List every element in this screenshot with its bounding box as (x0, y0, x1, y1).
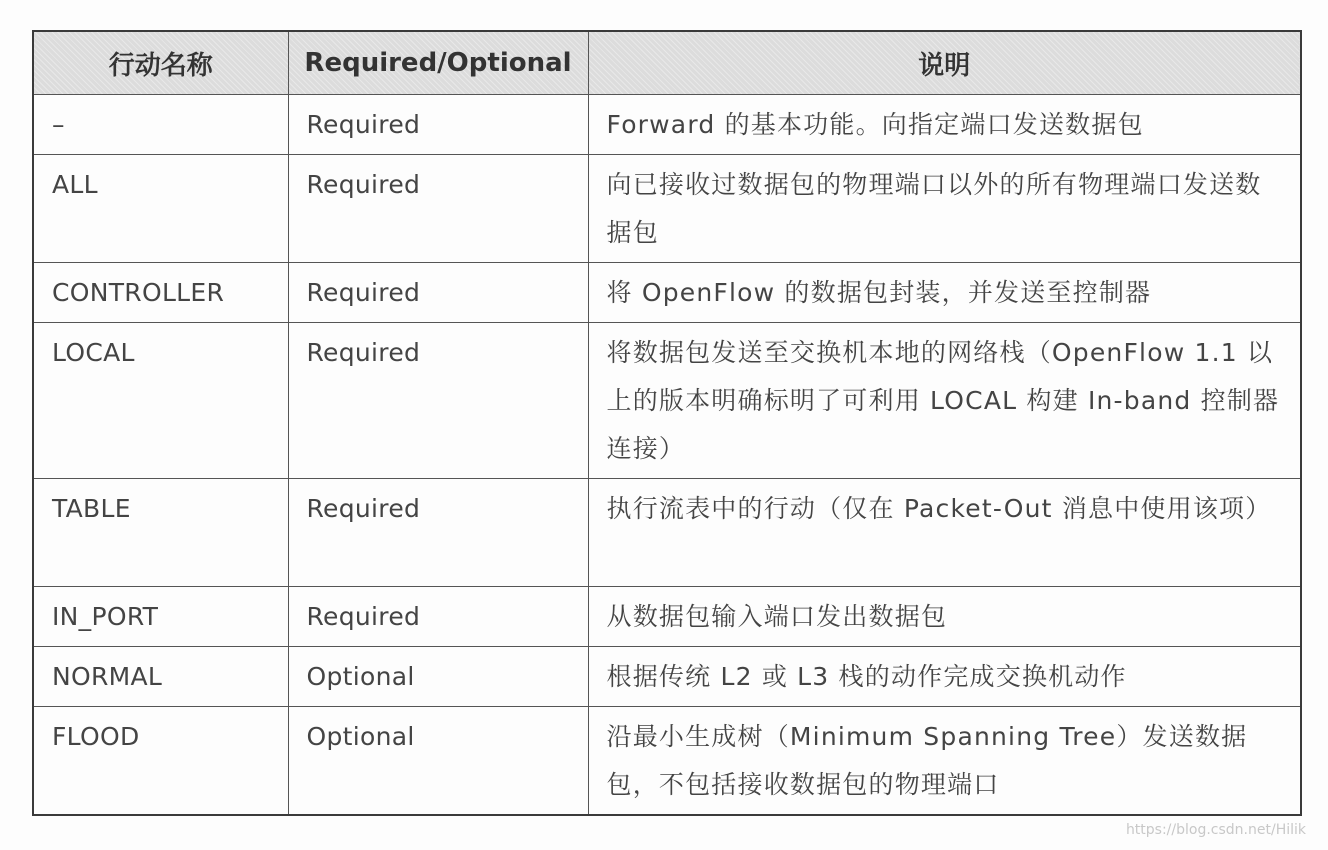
action-name-text: – (52, 110, 65, 139)
cell-description (588, 323, 1301, 479)
cell-description (588, 587, 1301, 647)
requirement-text: Required (306, 338, 421, 367)
cell-requirement (288, 155, 588, 263)
cell-requirement (288, 95, 588, 155)
cell-description (588, 95, 1301, 155)
description-text: 将 OpenFlow 的数据包封装，并发送至控制器 (606, 278, 1152, 307)
table-row (33, 479, 1301, 587)
openflow-action-table (32, 30, 1302, 816)
cell-description (588, 707, 1301, 816)
cell-action-name (33, 647, 288, 707)
action-name-text: NORMAL (52, 662, 163, 691)
cell-description (588, 155, 1301, 263)
requirement-text: Required (306, 602, 421, 631)
header-row (33, 31, 1301, 95)
action-name-text: IN_PORT (52, 602, 159, 631)
cell-requirement (288, 707, 588, 816)
action-name-text: FLOOD (52, 722, 140, 751)
cell-action-name (33, 707, 288, 816)
action-name-text: CONTROLLER (52, 278, 225, 307)
table-row (33, 323, 1301, 479)
table-row (33, 647, 1301, 707)
header-action-name: 行动名称 (33, 31, 288, 95)
action-name-text: TABLE (52, 494, 131, 523)
header-description: 说明 (588, 31, 1301, 95)
watermark-url: https://blog.csdn.net/Hilik (1125, 822, 1306, 838)
requirement-text: Optional (306, 722, 415, 751)
cell-action-name (33, 479, 288, 587)
requirement-text: Required (306, 494, 421, 523)
description-text: 从数据包输入端口发出数据包 (606, 602, 948, 631)
table-row (33, 263, 1301, 323)
table-row (33, 155, 1301, 263)
requirement-text: Required (306, 110, 421, 139)
cell-action-name (33, 95, 288, 155)
requirement-text: Required (306, 170, 421, 199)
action-name-text: LOCAL (52, 338, 135, 367)
cell-description (588, 647, 1301, 707)
description-text: 执行流表中的行动（仅在 Packet-Out 消息中使用该项） (606, 494, 1272, 523)
description-text: 根据传统 L2 或 L3 栈的动作完成交换机动作 (606, 662, 1127, 691)
table-body (33, 95, 1301, 816)
cell-requirement (288, 323, 588, 479)
cell-requirement (288, 647, 588, 707)
cell-description (588, 263, 1301, 323)
description-text: 沿最小生成树（Minimum Spanning Tree）发送数据包，不包括接收数据包的物理端口 (606, 722, 1248, 799)
description-text: 将数据包发送至交换机本地的网络栈（OpenFlow 1.1 以上的版本明确标明了可利用 LOCAL 构建 In-band 控制器连接） (606, 338, 1280, 463)
cell-description (588, 479, 1301, 587)
cell-requirement (288, 479, 588, 587)
table-header (33, 31, 1301, 95)
requirement-text: Required (306, 278, 421, 307)
table-row (33, 95, 1301, 155)
header-required-optional: Required/Optional (288, 31, 588, 95)
cell-action-name (33, 155, 288, 263)
cell-action-name (33, 587, 288, 647)
cell-action-name (33, 263, 288, 323)
cell-action-name (33, 323, 288, 479)
table-row (33, 587, 1301, 647)
table-row (33, 707, 1301, 816)
cell-requirement (288, 587, 588, 647)
action-name-text: ALL (52, 170, 98, 199)
requirement-text: Optional (306, 662, 415, 691)
description-text: 向已接收过数据包的物理端口以外的所有物理端口发送数据包 (606, 170, 1262, 247)
description-text: Forward 的基本功能。向指定端口发送数据包 (606, 110, 1144, 139)
cell-requirement (288, 263, 588, 323)
